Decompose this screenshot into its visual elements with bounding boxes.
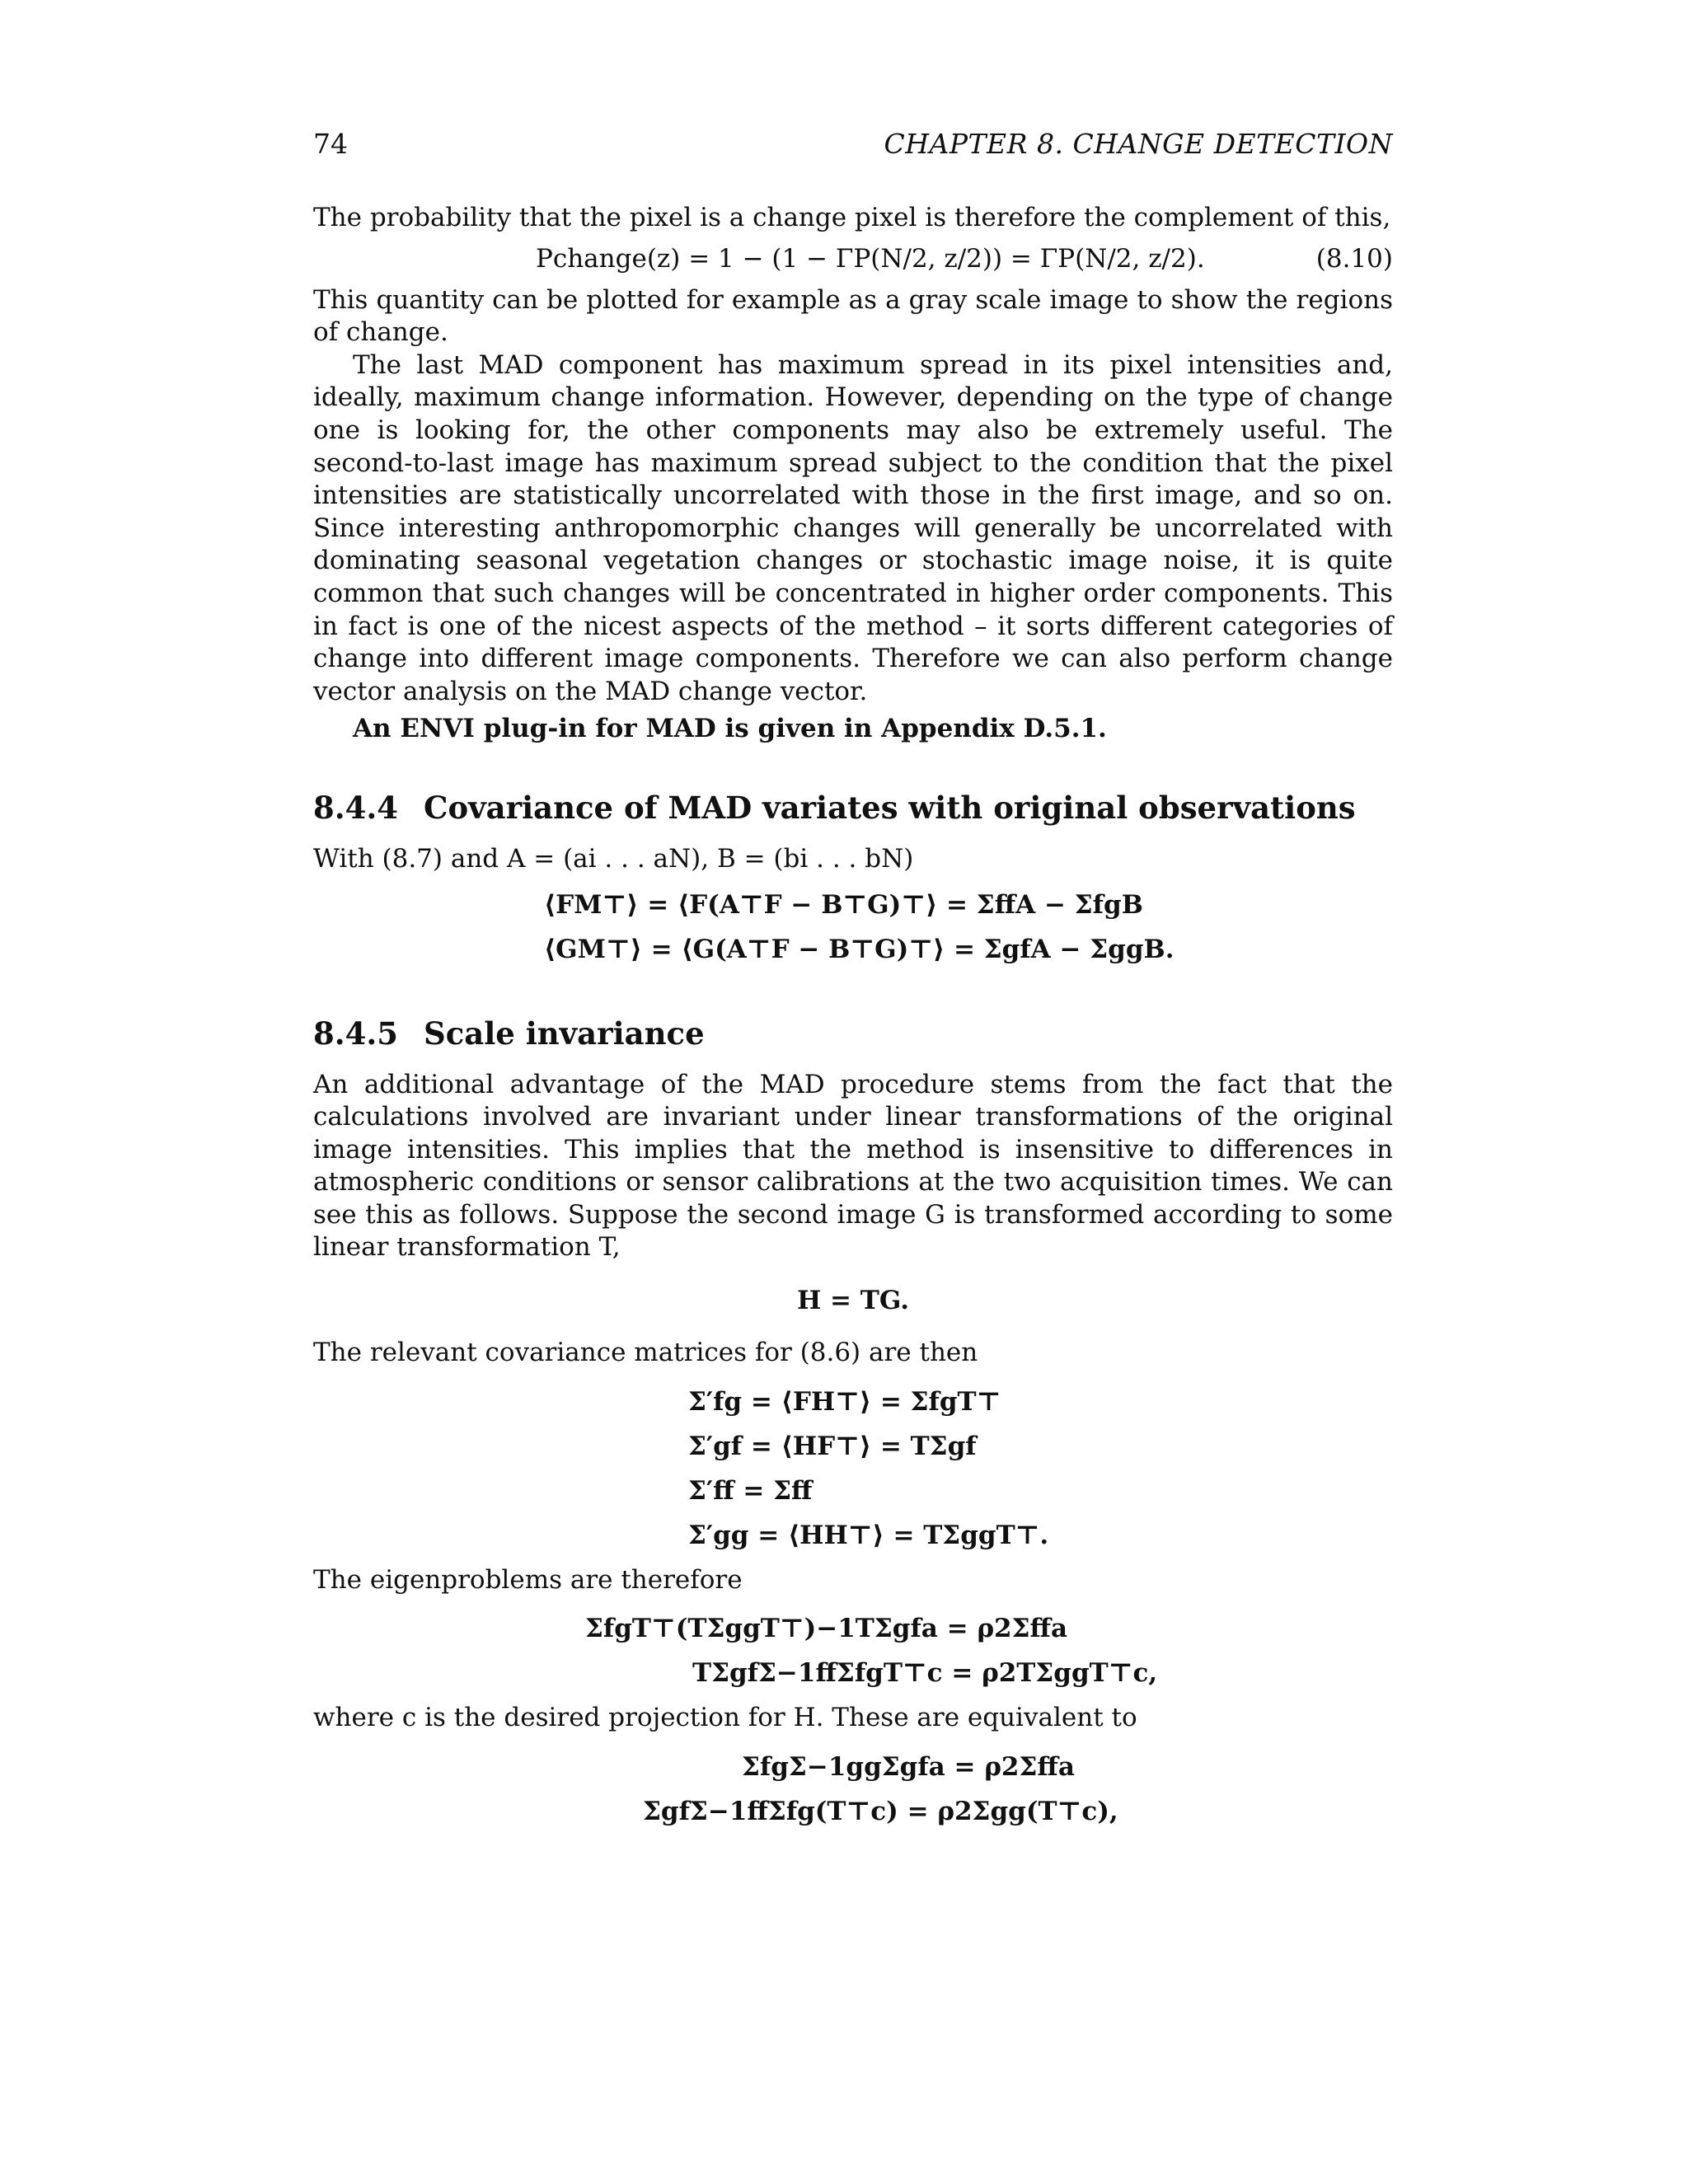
paragraph-with-8-7: With (8.7) and A = (ai . . . aN), B = (bi . . . bN): [313, 843, 914, 874]
section-number-8-4-4: 8.4.4: [313, 789, 398, 826]
intro-paragraph: The probability that the pixel is a change pixel is therefore the complement of this,: [313, 203, 1391, 232]
equation-eigen-line-1: ΣfgT⊤(TΣggT⊤)−1TΣgfa = ρ2Σffa: [585, 1614, 1068, 1644]
equation-sigma-line-1: Σ′fg = ⟨FH⊤⟩ = ΣfgT⊤: [688, 1386, 1001, 1417]
paragraph-where-c: where c is the desired projection for H. These are equivalent to: [313, 1703, 1137, 1733]
paragraph-gray-scale: This quantity can be plotted for example as a gray scale image to show the regions of change.: [313, 284, 1393, 348]
equation-8-10: [313, 235, 1393, 284]
equation-h-equals-tg: H = TG.: [796, 1286, 910, 1316]
equation-eigen-line-2: TΣgfΣ−1ffΣfgT⊤c = ρ2TΣggT⊤c,: [692, 1658, 1158, 1689]
equation-sigma-line-3: Σ′ff = Σff: [688, 1475, 813, 1506]
equation-covariance-line-1: ⟨FM⊤⟩ = ⟨F(A⊤F − B⊤G)⊤⟩ = ΣffA − ΣfgB: [544, 889, 1143, 920]
page-header: [313, 128, 1393, 164]
section-heading-8-4-4: [313, 789, 1393, 827]
equation-sigma-primes: [313, 1380, 1393, 1558]
page-body: [313, 202, 1393, 1840]
equation-equivalent-line-1: ΣfgΣ−1ggΣgfa = ρ2Σffa: [742, 1751, 1075, 1782]
equation-sigma-line-4: Σ′gg = ⟨HH⊤⟩ = TΣggT⊤.: [688, 1520, 1049, 1550]
equation-equivalent-line-2: ΣgfΣ−1ffΣfg(T⊤c) = ρ2Σgg(T⊤c),: [643, 1796, 1118, 1826]
equation-eigenproblems: [313, 1606, 1393, 1695]
equation-covariance-line-2: ⟨GM⊤⟩ = ⟨G(A⊤F − B⊤G)⊤⟩ = ΣgfA − ΣggB.: [544, 934, 1175, 964]
paragraph-envi-plugin: An ENVI plug-in for MAD is given in Appendix D.5.1.: [353, 714, 1107, 744]
equation-8-10-formula: Pchange(z) = 1 − (1 − ΓP(N/2, z/2)) = ΓP(N/2, z/2).: [536, 243, 1205, 274]
equation-equivalent: [313, 1745, 1393, 1834]
section-heading-8-4-5: [313, 1015, 1393, 1052]
equation-8-10-number: (8.10): [1315, 243, 1393, 274]
paragraph-eigenproblems: The eigenproblems are therefore: [313, 1564, 743, 1595]
paragraph-covariance-matrices: The relevant covariance matrices for (8.6) are then: [313, 1338, 978, 1368]
paragraph-scale-invariance: An additional advantage of the MAD procedure stems from the fact that the calculations involved are invariant under linear transformations of the original image intensities. This implies that the method is insensitive to differences in atmospheric conditions or sensor calibrations at the two acquisition times. We can see this as follows. Suppose the second image G is transformed according to some linear transformation T,: [313, 1069, 1393, 1263]
running-head: CHAPTER 8. CHANGE DETECTION: [884, 128, 1393, 160]
equation-covariance: [313, 883, 1393, 972]
equation-sigma-line-2: Σ′gf = ⟨HF⊤⟩ = TΣgf: [688, 1431, 977, 1461]
section-number-8-4-5: 8.4.5: [313, 1015, 398, 1052]
paragraph-mad-component: The last MAD component has maximum spread in its pixel intensities and, ideally, maximum change information. However, depending on the type of change one is looking for, the other components may also be extremely useful. The second-to-last image has maximum spread subject to the condition that the pixel intensities are statistically uncorrelated with those in the first image, and so on. Since interesting anthropomorphic changes will generally be uncorrelated with dominating seasonal vegetation changes or stochastic image noise, it is quite common that such changes will be concentrated in higher order components. This in fact is one of the nicest aspects of the method – it sorts different categories of change into different image components. Therefore we can also perform change vector analysis on the MAD change vector.: [313, 349, 1393, 706]
section-title-8-4-4: Covariance of MAD variates with original observations: [424, 789, 1356, 826]
section-title-8-4-5: Scale invariance: [424, 1015, 705, 1052]
page-number: 74: [313, 128, 348, 160]
